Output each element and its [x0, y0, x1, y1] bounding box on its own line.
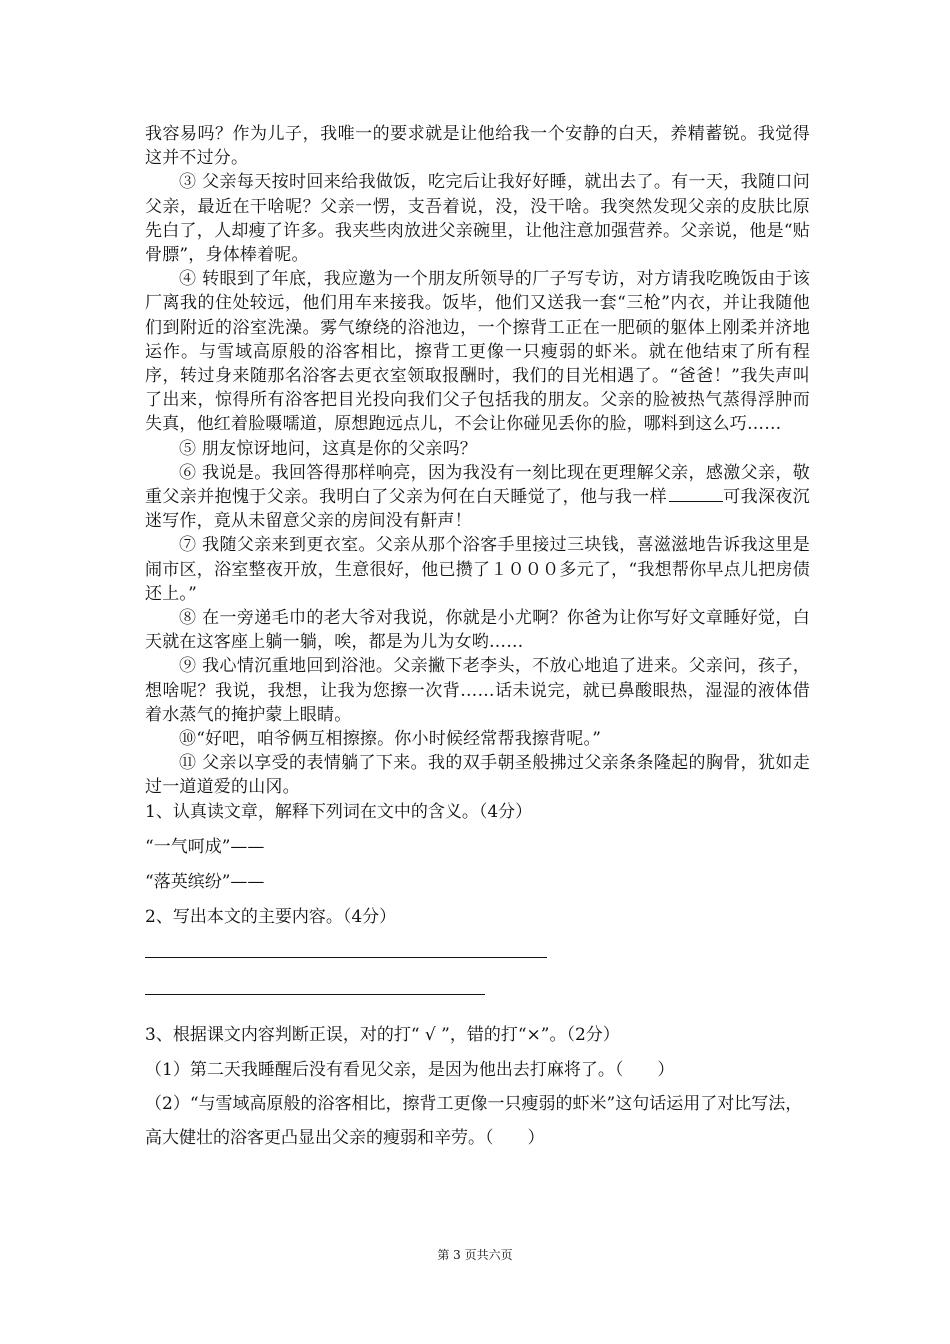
- answer-line-2[interactable]: [145, 994, 485, 995]
- paragraph-6-tail: 可我深夜沉迷写作，竟从未留意父亲的房间没有鼾声！: [145, 487, 810, 532]
- fill-in-blank[interactable]: [669, 487, 723, 502]
- page-number: 第 3 页共六页: [437, 1248, 513, 1262]
- question-3-item-2: （2）“与雪域高原般的浴客相比，擦背工更像一只瘦弱的虾米”这句话运用了对比写法，高大健壮的浴客更凸显出父亲的瘦弱和辛劳。（ ）: [145, 1093, 803, 1148]
- question-1-term-2: “落英缤纷”——: [145, 871, 265, 892]
- reading-passage: [145, 122, 810, 1155]
- question-3-item-1: （1）第二天我睡醒后没有看见父亲，是因为他出去打麻将了。（ ）: [145, 1059, 675, 1080]
- question-1: 1、认真读文章，解释下列词在文中的含义。（4分）: [145, 801, 533, 822]
- paragraph-9: ⑨ 我心情沉重地回到浴池。父亲撇下老李头，不放心地追了进来。父亲问，孩子，想啥呢？我说，我想，让我为您擦一次背……话未说完，就已鼻酸眼热，湿湿的液体借着水蒸气的掩护蒙上眼睛。: [145, 656, 810, 725]
- paragraph-8: ⑧ 在一旁递毛巾的老大爷对我说，你就是小尤啊？你爸为让你写好文章睡好觉，白天就在这客座上躺一躺，唉，都是为儿为女哟……: [145, 608, 810, 653]
- questions-section: [145, 800, 810, 1155]
- paragraph-10: ⑩“好吧，咱爷俩互相擦擦。你小时候经常帮我擦背呢。”: [179, 729, 602, 750]
- question-3: 3、根据课文内容判断正误，对的打“ √ ”，错的打“×”。（2分）: [145, 1024, 620, 1045]
- paragraph-5: ⑤ 朋友惊讶地问，这真是你的父亲吗？: [179, 438, 478, 459]
- paragraph-4: ④ 转眼到了年底，我应邀为一个朋友所领导的厂子写专访，对方请我吃晚饭由于该厂离我的住处较远，他们用车来接我。饭毕，他们又送我一套“三枪”内衣，并让我随他们到附近的浴室洗澡。雾气缭绕的浴池边，一个擦背工正在一肥硕的躯体上刚柔并济地运作。与雪域高原般的浴客相比，擦背工更像一只瘦弱的虾米。就在他结束了所有程序，转过身来随那名浴客去更衣室领取报酬时，我们的目光相遇了。“爸爸！”我失声叫了出来，惊得所有浴客把目光投向我们父子包括我的朋友。父亲的脸被热气蒸得浮肿而失真，他红着脸嗫嚅道，原想跑远点儿，不会让你碰见丢你的脸，哪料到这么巧……: [145, 269, 810, 435]
- paragraph-6-text: ⑥ 我说是。我回答得那样响亮，因为我没有一刻比现在更理解父亲，感激父亲，敬重父亲并抱愧于父亲。我明白了父亲为何在白天睡觉了，他与我一样: [145, 462, 810, 508]
- paragraph-continued: 我容易吗？作为儿子，我唯一的要求就是让他给我一个安静的白天，养精蓄锐。我觉得这并不过分。: [145, 124, 810, 169]
- paragraph-11: ⑪ 父亲以享受的表情躺了下来。我的双手朝圣般拂过父亲条条隆起的胸骨，犹如走过一道道爱的山冈。: [145, 753, 810, 798]
- question-2: 2、写出本文的主要内容。（4分）: [145, 906, 397, 927]
- paragraph-7: ⑦ 我随父亲来到更衣室。父亲从那个浴客手里接过三块钱，喜滋滋地告诉我这里是闹市区，浴室整夜开放，生意很好，他已攒了１０００多元了，“我想帮你早点儿把房债还上。”: [145, 535, 810, 604]
- question-1-term-1: “一气呵成”——: [145, 836, 265, 857]
- paragraph-6: [145, 461, 810, 534]
- paragraph-3: ③ 父亲每天按时回来给我做饭，吃完后让我好好睡，就出去了。有一天，我随口问父亲，最近在干啥呢？父亲一愣，支吾着说，没，没干啥。我突然发现父亲的皮肤比原先白了，人却瘦了许多。我夹些肉放进父亲碗里，让他注意加强营养。父亲说，他是“贴骨膘”，身体棒着呢。: [145, 172, 810, 266]
- answer-line-1[interactable]: [145, 957, 547, 958]
